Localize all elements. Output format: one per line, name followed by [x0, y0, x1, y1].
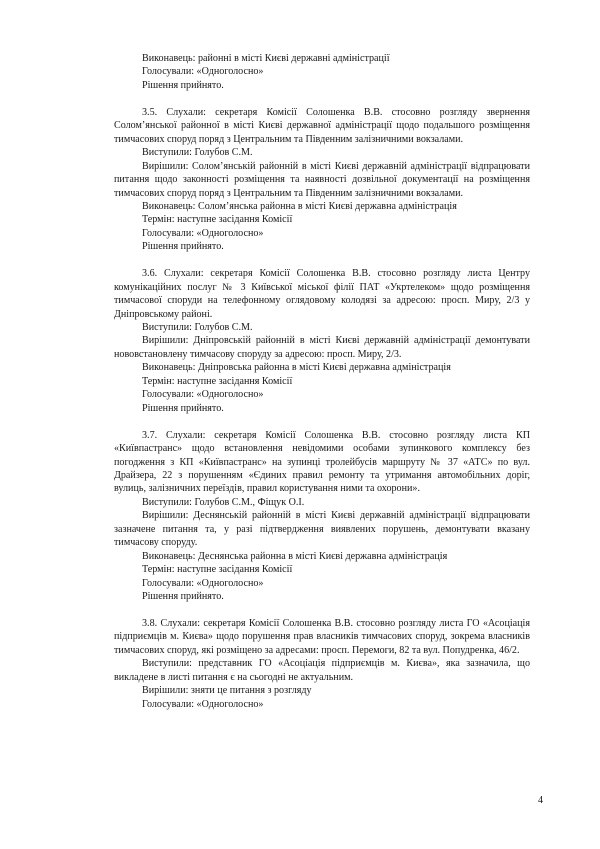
page-number: 4 — [537, 795, 543, 806]
section-item-3-8 — [114, 617, 530, 711]
document-paragraph: Вирішили: Солом’янській районній в місті Києві державній адміністрації відпрацювати питання щодо законності розміщення та наявності дозвільної документації на розміщення тимчасових споруд поряд з Центральним та Південним залізничними вокзалами. — [114, 160, 530, 199]
document-line: Голосували: «Одноголосно» — [142, 577, 264, 589]
document-paragraph: 3.6. Слухали: секретаря Комісії Солошенка В.В. стосовно розгляду листа Центру комунікаційних послуг № 3 Київської міської філії ПАТ «Укртелеком» щодо розміщення тимчасової споруди на телефонному оглядовому колодязі за адресою: просп. Миру, 2/3 у Дніпровському районі. — [114, 268, 530, 320]
document-body — [114, 52, 530, 711]
document-line: Виступили: Голубов С.М. — [142, 322, 253, 334]
document-line: Виступили: Голубов С.М. — [142, 147, 253, 159]
document-line: Виконавець: районні в місті Києві державні адміністрації — [142, 53, 390, 64]
document-paragraph: 3.5. Слухали: секретаря Комісії Солошенка В.В. стосовно розгляду звернення Солом’янської районної в місті Києві державної адміністрації щодо подальшого розміщення тимчасових споруд поряд з Центральним та Південним залізничними вокзалами. — [114, 106, 530, 145]
document-line: Вирішили: зняти це питання з розгляду — [142, 685, 312, 697]
document-line: Термін: наступне засідання Комісії — [142, 564, 293, 576]
document-paragraph: 3.7. Слухали: секретаря Комісії Солошенка В.В. стосовно розгляду листа КП «Київпастранс» щодо встановлення невідомими особами зупинкового комплексу без погодження з КП «Київпастранс» на зупинці тролейбусів маршруту № 37 «АТС» по вул. Драйзера, 22 з порушенням «Єдиних правил ремонту та утримання автомобільних доріг, вулиць, залізничних переїздів, правил користування ними та охорони». — [114, 429, 530, 495]
document-line: Виконавець: Солом’янська районна в місті Києві державна адміністрація — [142, 200, 457, 212]
section-continuation-3-4 — [114, 52, 530, 92]
paragraph-gap — [114, 604, 530, 617]
document-line: Виступили: Голубов С.М., Фіщук О.І. — [142, 496, 305, 508]
section-item-3-5 — [114, 106, 530, 254]
document-line: Голосували: «Одноголосно» — [142, 227, 264, 239]
document-line: Термін: наступне засідання Комісії — [142, 375, 293, 387]
paragraph-gap — [114, 92, 530, 105]
section-item-3-6 — [114, 267, 530, 415]
document-line: Рішення прийнято. — [142, 241, 224, 253]
document-paragraph: 3.8. Слухали: секретаря Комісії Солошенка В.В. стосовно розгляду листа ГО «Асоціація підприємців м. Києва» щодо порушення прав власників тимчасових споруд, зокрема власників тимчасових споруд, які розміщено за адресами: просп. Перемоги, 82 та вул. Попудренка, 46/2. — [114, 617, 530, 656]
document-line: Термін: наступне засідання Комісії — [142, 214, 293, 226]
paragraph-gap — [114, 415, 530, 428]
document-line: Виконавець: Дніпровська районна в місті Києві державна адміністрація — [142, 362, 451, 374]
document-line: Рішення прийнято. — [142, 591, 224, 603]
document-line: Голосували: «Одноголосно» — [142, 389, 264, 401]
document-paragraph: Вирішили: Деснянській районній в місті Києві державній адміністрації відпрацювати зазначене питання та, у разі підтвердження виявлених порушень, демонтувати вказану тимчасову споруду. — [114, 510, 530, 549]
document-line: Виконавець: Деснянська районна в місті Києві державна адміністрація — [142, 550, 448, 562]
document-line: Голосували: «Одноголосно» — [142, 698, 264, 710]
document-paragraph: Вирішили: Дніпровській районній в місті Києві державній адміністрації демонтувати нововстановлену тимчасову споруду за адресою: просп. Миру, 2/3. — [114, 335, 530, 360]
document-paragraph: Виступили: представник ГО «Асоціація підприємців м. Києва», яка зазначила, що викладене в листі питання є на сьогодні не актуальним. — [114, 658, 530, 683]
document-line: Голосували: «Одноголосно» — [142, 66, 264, 78]
paragraph-gap — [114, 254, 530, 267]
document-line: Рішення прийнято. — [142, 79, 224, 91]
document-line: Рішення прийнято. — [142, 402, 224, 414]
section-item-3-7 — [114, 429, 530, 604]
